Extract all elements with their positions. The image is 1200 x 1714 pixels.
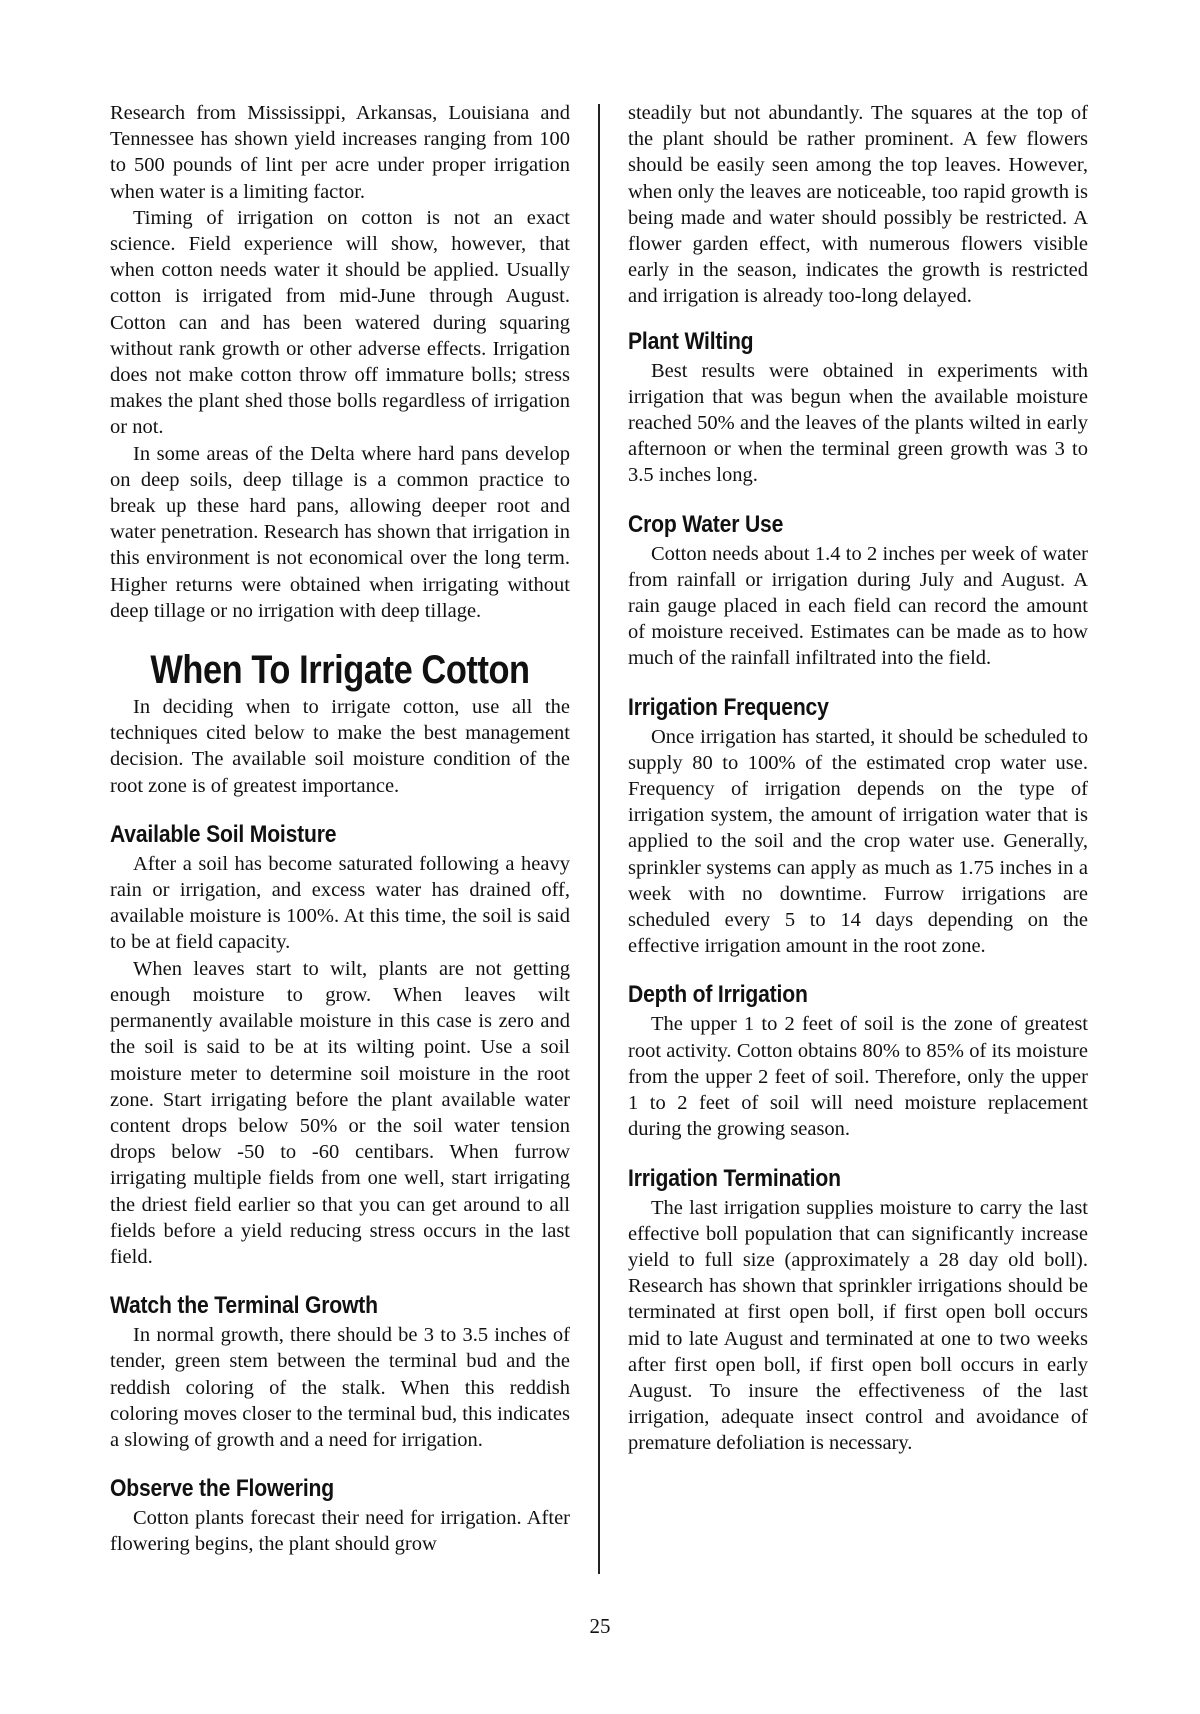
irrigation-termination-heading: Irrigation Termination — [628, 1164, 841, 1192]
main-intro-paragraph: In deciding when to irrigate cotton, use all the techniques cited below to make the best management decision. The available soil moisture condition of the root zone is of greatest importance. — [110, 696, 570, 797]
available-soil-moisture-heading: Available Soil Moisture — [110, 820, 337, 848]
plant-wilting-heading: Plant Wilting — [628, 327, 754, 355]
terminal-growth-paragraph: In normal growth, there should be 3 to 3.5 inches of tender, green stem between the terminal bud and the reddish coloring of the stalk. When this reddish coloring moves closer to the terminal bud, this indicates a slowing of growth and a need for irrigation. — [110, 1324, 570, 1451]
irrigation-termination-paragraph: The last irrigation supplies moisture to carry the last effective boll population that can significantly increase yield to full size (approximately a 28 day old boll). Research has shown that sprinkler irrigations should be terminated at first open boll, if first open boll occurs mid to late August and terminated at one to two weeks after first open boll, if first open boll occurs in early August. To insure the effectiveness of the last irrigation, adequate insect control and avoidance of premature defoliation is necessary. — [628, 1196, 1088, 1455]
right-column — [628, 100, 1088, 1457]
soil-paragraph-1: After a soil has become saturated following a heavy rain or irrigation, and excess water has drained off, available moisture is 100%. At this time, the soil is said to be at field capacity. — [110, 852, 570, 954]
irrigation-frequency-paragraph: Once irrigation has started, it should be scheduled to supply 80 to 100% of the estimated crop water use. Frequency of irrigation depends on the type of irrigation system, the amount of irrigation water that is applied to the soil and the crop water use. Generally, sprinkler systems can apply as much as 1.75 inches in a week with no downtime. Furrow irrigations are scheduled every 5 to 14 days depending on the effective irrigation amount in the root zone. — [628, 725, 1088, 958]
crop-water-use-heading: Crop Water Use — [628, 510, 784, 538]
observe-flowering-paragraph: Cotton plants forecast their need for irrigation. After flowering begins, the plant should grow — [110, 1507, 570, 1556]
soil-paragraph-2: When leaves start to wilt, plants are not getting enough moisture to grow. When leaves wilt permanently available moisture in this case is zero and the soil is said to be at its wilting point. Use a soil moisture meter to determine soil moisture in the root zone. Start irrigating before the plant available water content drops below 50% or the soil water tension drops below -50 to -60 centibars. When furrow irrigating multiple fields from one well, start irrigating the driest field earlier so that you can get around to all fields before a yield reducing stress occurs in the last field. — [110, 957, 570, 1268]
terminal-growth-heading: Watch the Terminal Growth — [110, 1292, 378, 1320]
intro-paragraph-2: Timing of irrigation on cotton is not an exact science. Field experience will show, however, that when cotton needs water it should be applied. Usually cotton is irrigated from mid-June through August. Cotton can and has been watered during squaring without rank growth or other adverse effects. Irrigation does not make cotton throw off immature bolls; stress makes the plant shed those bolls regardless of irrigation or not. — [110, 206, 570, 439]
depth-of-irrigation-heading: Depth of Irrigation — [628, 981, 808, 1009]
main-heading: When To Irrigate Cotton — [150, 648, 530, 693]
flowering-continued-paragraph: steadily but not abundantly. The squares at the top of the plant should be rather prominent. A few flowers should be easily seen among the top leaves. However, when only the leaves are noticeable, too rapid growth is being made and water should possibly be restricted. A flower garden effect, with numerous flowers visible early in the season, indicates the growth is restricted and irrigation is already too-long delayed. — [628, 102, 1088, 308]
page-number: 25 — [589, 1614, 611, 1638]
plant-wilting-paragraph: Best results were obtained in experiments with irrigation that was begun when the available moisture reached 50% and the leaves of the plants wilted in early afternoon or when the terminal green growth was 3 to 3.5 inches long. — [628, 359, 1088, 487]
depth-of-irrigation-paragraph: The upper 1 to 2 feet of soil is the zone of greatest root activity. Cotton obtains 80% to 85% of its moisture from the upper 2 feet of soil. Therefore, only the upper 1 to 2 feet of soil will need moisture replacement during the growing season. — [628, 1013, 1088, 1141]
crop-water-use-paragraph: Cotton needs about 1.4 to 2 inches per week of water from rainfall or irrigation during July and August. A rain gauge placed in each field can record the amount of moisture received. Estimates can be made as to how much of the rainfall infiltrated into the field. — [628, 542, 1088, 670]
column-divider — [598, 104, 600, 1574]
intro-paragraph-3: In some areas of the Delta where hard pans develop on deep soils, deep tillage is a common practice to break up these hard pans, allowing deeper root and water penetration. Research has shown that irrigation in this environment is not economical over the long term. Higher returns were obtained when irrigating without deep tillage or no irrigation with deep tillage. — [110, 442, 570, 622]
intro-paragraph-1: Research from Mississippi, Arkansas, Louisiana and Tennessee has shown yield increases ranging from 100 to 500 pounds of lint per acre under proper irrigation when water is a limiting factor. — [110, 102, 570, 203]
irrigation-frequency-heading: Irrigation Frequency — [628, 693, 829, 721]
observe-flowering-heading: Observe the Flowering — [110, 1475, 334, 1503]
left-column — [110, 100, 570, 1558]
